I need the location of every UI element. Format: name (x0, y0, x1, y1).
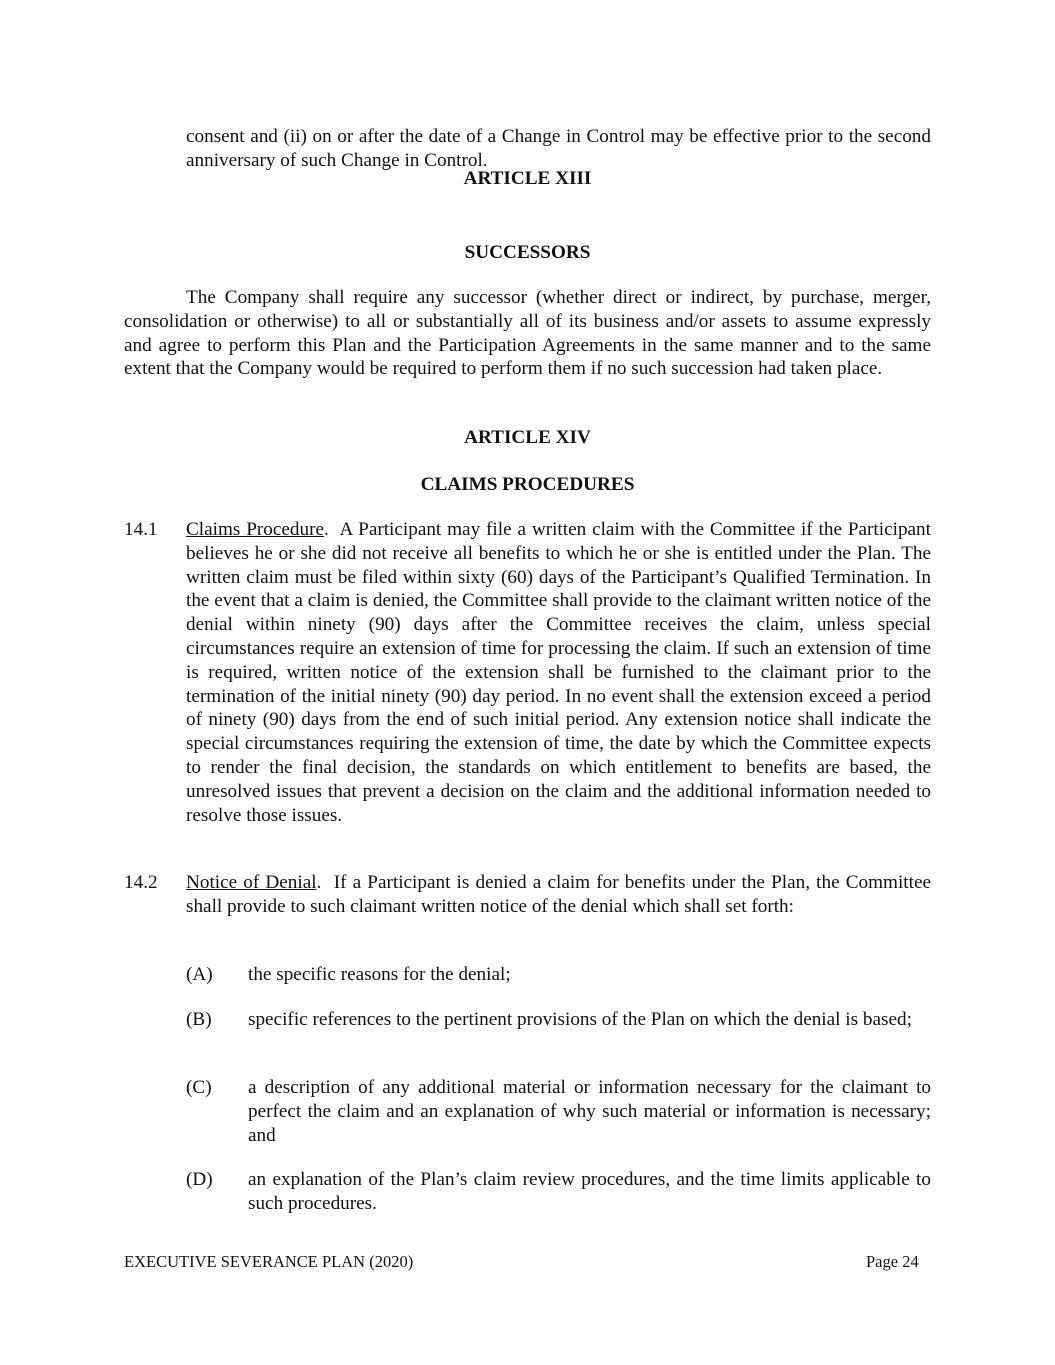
section-14-2-text: If a Participant is denied a claim for benefits under the Plan, the Committee shall provide to such claimant written notice of the denial which shall set forth: (186, 872, 931, 917)
section-14-2-number: 14.2 (124, 872, 158, 893)
article-xiii-number: ARTICLE XIII (463, 168, 592, 189)
footer-document-title: EXECUTIVE SEVERANCE PLAN (2020) (124, 1252, 414, 1271)
item-c-text: a description of any additional material or information necessary for the claimant to perfect the claim and an explanation of why such material or information is necessary; and (248, 1077, 931, 1146)
section-14-1-paragraph: Claims Procedure. A Participant may file a written claim with the Committee if the Participant believes he or she did not receive all benefits to which he or she is entitled under the Plan. The written claim must be filed within sixty (60) days of the Participant’s Qualified Termination. In the event that a claim is denied, the Committee shall provide to the claimant written notice of the denial within ninety (90) days after the Committee receives the claim, unless special circumstances require an extension of time for processing the claim. If such an extension of time is required, written notice of the extension shall be furnished to the claimant prior to the termination of the initial ninety (90) day period. In no event shall the extension exceed a period of ninety (90) days from the end of such initial period. Any extension notice shall indicate the special circumstances requiring the extension of time, the date by which the Committee expects to render the final decision, the standards on which entitlement to benefits are based, the unresolved issues that prevent a decision on the claim and the additional information needed to resolve those issues. (186, 519, 931, 826)
continuation-paragraph: consent and (ii) on or after the date of a Change in Control may be effective prior to the second anniversary of such Change in Control. (186, 126, 931, 171)
item-a-label: (A) (186, 964, 213, 985)
article-xiii-title: SUCCESSORS (464, 242, 591, 263)
article-xiv-title: CLAIMS PROCEDURES (420, 474, 635, 495)
article-xiv-number: ARTICLE XIV (464, 427, 591, 448)
section-14-1-number: 14.1 (124, 519, 158, 540)
section-14-2-paragraph: Notice of Denial. If a Participant is denied a claim for benefits under the Plan, the Committee shall provide to such claimant written notice of the denial which shall set forth: (186, 872, 931, 917)
footer-page-number: Page 24 (866, 1252, 919, 1271)
item-b-label: (B) (186, 1009, 212, 1030)
article-xiii-body: The Company shall require any successor (whether direct or indirect, by purchase, merger, consolidation or otherwise) to all or substantially all of its business and/or assets to assume expressly and agree to perform this Plan and the Participation Agreements in the same manner and to the same extent that the Company would be required to perform them if no such succession had taken place. (124, 287, 931, 380)
section-14-1-text: A Participant may file a written claim with the Committee if the Participant believes he or she did not receive all benefits to which he or she is entitled under the Plan. The written claim must be filed within sixty (60) days of the Participant’s Qualified Termination. In the event that a claim is denied, the Committee shall provide to the claimant written notice of the denial within ninety (90) days after the Committee receives the claim, unless special circumstances require an extension of time for processing the claim. If such an extension of time is required, written notice of the extension shall be furnished to the claimant prior to the termination of the initial ninety (90) day period. In no event shall the extension exceed a period of ninety (90) days from the end of such initial period. Any extension notice shall indicate the special circumstances requiring the extension of time, the date by which the Committee expects to render the final decision, the standards on which entitlement to benefits are based, the unresolved issues that prevent a decision on the claim and the additional information needed to resolve those issues. (186, 519, 931, 826)
item-d-label: (D) (186, 1169, 213, 1190)
item-b-text: specific references to the pertinent provisions of the Plan on which the denial is based; (248, 1009, 912, 1030)
section-14-1-heading: Claims Procedure (186, 519, 325, 540)
item-c-label: (C) (186, 1077, 212, 1098)
section-14-2-heading: Notice of Denial (186, 872, 317, 893)
item-d-text: an explanation of the Plan’s claim review procedures, and the time limits applicable to such procedures. (248, 1169, 931, 1214)
item-a-text: the specific reasons for the denial; (248, 964, 511, 985)
